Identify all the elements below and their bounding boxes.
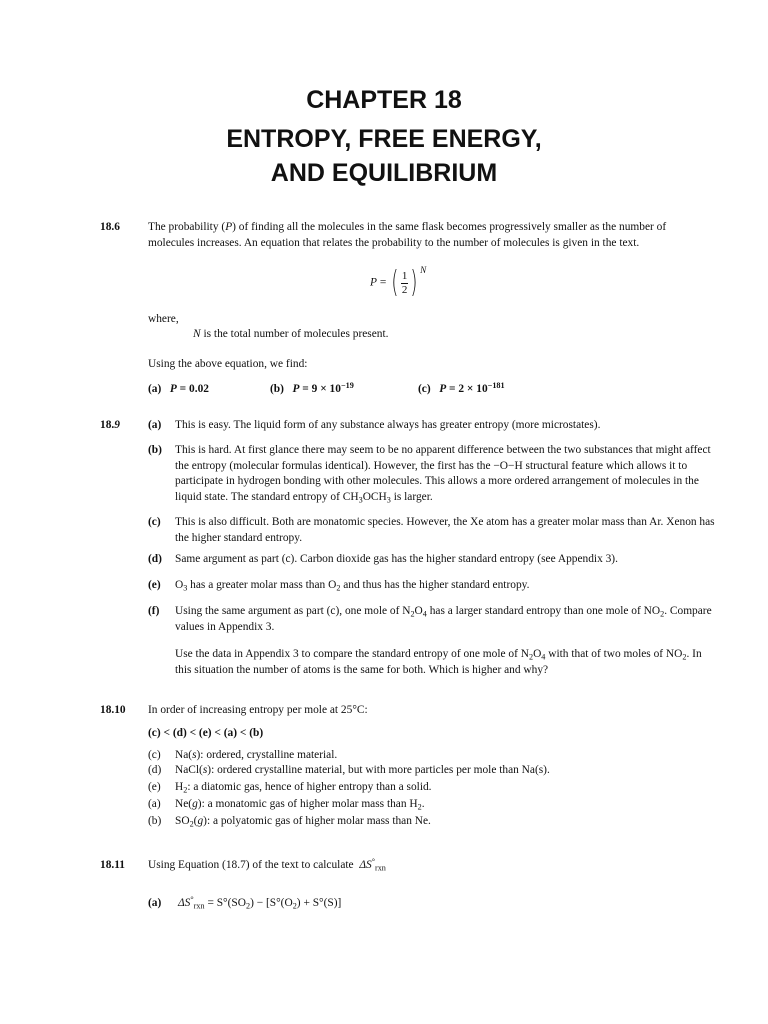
problem-18-11-intro: Using Equation (18.7) of the text to calculate $\Delta S^\circ_{rxn}$: [148, 856, 386, 873]
label-18-9-d: (d): [148, 553, 162, 565]
problem-number-18-11: 18.11: [100, 859, 125, 871]
item-b-label: (b): [148, 815, 162, 827]
text-18-9-a: This is easy. The liquid form of any substance always has greater entropy (more microstates).: [175, 419, 601, 431]
item-a-text: Ne(g): a monatomic gas of higher molar mass than $H_2$.: [175, 798, 425, 812]
label-18-9-e: (e): [148, 579, 161, 591]
problem-number-18-10: 18.10: [100, 704, 126, 716]
chapter-title-line-1: ENTROPY, FREE ENERGY,: [226, 125, 542, 153]
answer-c: (c) $P = 2 \times 10^{-181}$: [418, 380, 505, 395]
probability-equation: P = ( $\frac{1}{2}$ ) $^N$: [370, 264, 427, 300]
label-18-9-c: (c): [148, 516, 161, 528]
item-b-text: $SO_2(g)$: a polyatomic gas of higher molar mass than Ne.: [175, 815, 431, 829]
answer-b: (b) $P = 9 \times 10^{-19}$: [270, 380, 354, 395]
problem-number-18-9: 18.9: [100, 419, 120, 431]
entropy-order: (c) < (d) < (e) < (a) < (b): [148, 727, 264, 739]
item-a-label: (a): [148, 798, 161, 810]
chapter-title-line-2: AND EQUILIBRIUM: [270, 159, 498, 187]
equation-18-11-a: $\Delta S^\circ_{rxn} = S^\circ(SO_2) - [S^\circ(O_2) + S^\circ(S)]$: [178, 894, 342, 911]
chapter-number: CHAPTER 18: [306, 86, 462, 114]
problem-18-6-intro: The probability (P) of finding all the molecules in the same flask becomes progressively smaller as the number of molecules increases. An equation that relates the probability to the number of molecules is given in the text.: [148, 221, 667, 249]
label-18-11-a: (a): [148, 897, 162, 909]
label-18-9-a: (a): [148, 419, 162, 431]
text-18-9-e: $O_3$ has a greater molar mass than $O_2$ and thus has the higher standard entropy.: [175, 579, 530, 593]
item-d-text: NaCl(s): ordered crystalline material, but with more particles per mole than Na(s).: [175, 764, 550, 776]
item-e-text: $H_2$: a diatomic gas, hence of higher entropy than a solid.: [175, 781, 432, 795]
text-18-9-c: This is also difficult. Both are monatomic species. However, the Xe atom has a greater molar mass than Ar. Xenon has the higher standard entropy.: [175, 516, 715, 544]
problem-number-18-6: 18.6: [100, 221, 120, 233]
text-18-9-followup: Use the data in Appendix 3 to compare the standard entropy of one mole of $N_2O_4$ with that of two moles of $NO_2$. In this situation the number of atoms is the same for both. Which is higher and why?: [175, 648, 702, 676]
item-c-text: Na(s): ordered, crystalline material.: [175, 749, 338, 761]
item-e-label: (e): [148, 781, 161, 793]
n-definition: N is the total number of molecules present.: [193, 328, 389, 340]
label-18-9-b: (b): [148, 444, 162, 456]
text-18-9-b: This is hard. At first glance there may seem to be no apparent difference between the two substances that might affect the entropy (molecular formulas identical). However, the first has the −O−H structural feature which allows it to participate in hydrogen bonding with other molecules. This allows a more ordered arrangement of molecules in the liquid state. The standard entropy of $CH_3OCH_3$ is larger.: [175, 444, 711, 504]
text-18-9-f: Using the same argument as part (c), one mole of $N_2O_4$ has a larger standard entropy than one mole of $NO_2$. Compare values in Appendix 3.: [175, 605, 712, 633]
problem-18-10-intro: In order of increasing entropy per mole at 25°C:: [148, 704, 368, 716]
delta-s-rxn: $\Delta S^\circ_{rxn}$: [359, 856, 386, 873]
item-c-label: (c): [148, 749, 161, 761]
item-d-label: (d): [148, 764, 162, 776]
answer-a: (a) P = 0.02: [148, 383, 209, 395]
label-18-9-f: (f): [148, 605, 160, 617]
using-equation-text: Using the above equation, we find:: [148, 358, 308, 370]
text-18-9-d: Same argument as part (c). Carbon dioxide gas has the higher standard entropy (see Appendix 3).: [175, 553, 618, 565]
where-label: where,: [148, 313, 179, 325]
